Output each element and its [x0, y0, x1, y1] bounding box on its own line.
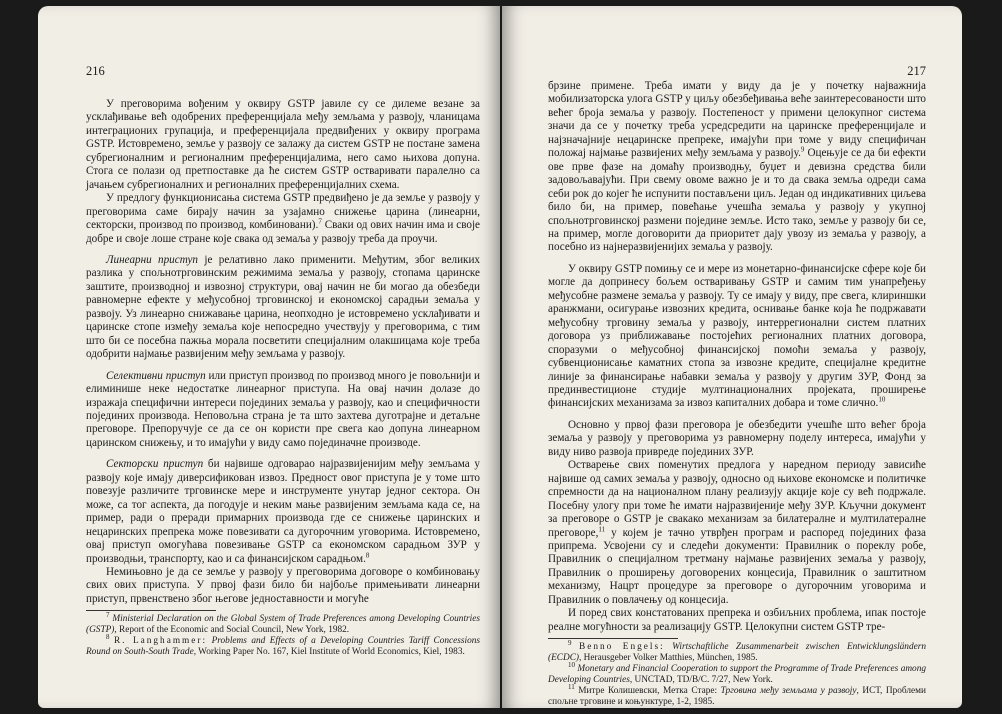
page-number: 217	[907, 64, 926, 78]
footnote-ref[interactable]: 8	[365, 550, 370, 559]
footnote-ref[interactable]: 10	[878, 395, 886, 404]
paragraph: Остварење свих поменутих предлога у наредном периоду зависиће највише од самих земаља у развоју, односно од њихове економске и политичке спремности да на националном плану реализују акције које су већ подржале. Посебну улогу при томе ће имати најразвијеније међу ЗУР. Кључни документ за преговоре о GSTP је свакако механизам за билатералне и мултилатералне преговоре,$^{11}$ у којем је тачно утврђен програм и распоред појединих фаза припрема. Усвојени су и следећи документи: Правилник о пореклу робе, Правилник о специјалном третману најмање развијених земаља у развоју, Правилник о проширењу договорених концесија, Правилник о заштитном механизму, Нацрт процедуре за преговоре о дугорочним уговорима и Правилник о повлачењу од концесија.	[548, 459, 926, 606]
paragraph: Селективни приступ или приступ производ по производ много је повољнији и елиминише неке недостатке линеарног приступа. На овај начин долазе до изражаја специфични интереси појединих земаља у развоју, као и специфичности појединих производа. Неповољна страна је та што захтева дуготрајне и детаљне преговоре. Препоручује се да се он користи пре свега као допуна линеарном царинском снижењу, и то имајући у виду само појединачне производе.	[86, 369, 480, 449]
paragraph: брзине примене. Треба имати у виду да је у почетку најважнија мобилизаторска улога GSTP у циљу обезбеђивања веће заинтересованости што већег броја земаља у развоју. Постепеност у примени целокупног система значи да се у почетку треба усредсредити на царинске преференцијале и најзначајније нецаринске препреке, имајући при томе у виду специфичан положај најмање развијених међу земљама у развоју.$^9$ Оцењује се да би ефекти ове прве фазе на домаћу производњу, буџет и девизна средства били задовољавајући. При свему овоме важно је и то да свака земља одреди сама себи рок до којег ће испунити постављени циљ. Један од индикативних циљева било би, на пример, повећање учешћа земаља у развоју у укупној спољнотрговинској размени поједине земље. Исто тако, земље у развоју би се, на пример, могле договорити да приоритет дају увозу из земаља у развоју, а посебно из најнеразвијенијих земаља у развоју.	[548, 80, 926, 254]
paragraph: У преговорима вођеним у оквиру GSTP јавиле су се дилеме везане за усклађивање већ одобрених преференцијала међу земљама у развоју, чланицама интеграционих групација, и преференцијала предвиђених у оквиру програма GSTP. Истовремено, земље у развоју се залажу да систем GSTP не постане замена субрегионалним и регионалним преференцијалима, него само њихова допуна. Стога се полази од претпоставке да ће систем GSTP остваривати паралелно са јачањем субрегионалних и регионалних преференцијалних схема.	[86, 98, 480, 191]
paragraph: У оквиру GSTP помињу се и мере из монетарно-финансијске сфере које би могле да допринесу бољем остваривању GSTP и самим тим унапређењу међусобне размене земаља у развоју. Ту се имају у виду, пре свега, клириншки аранжмани, осигурање извозних кредита, оснивање банке која ће подржавати међусобну трговину земаља у развоју, интеррегионални систем платних договора уз приближавање постојећих регионалних платних договора, споразуми о међусобној финансијској помоћи земаља у развоју, субвенционисање каматних стопа за извозне кредите, специјалне кредитне линије за финансирање набавки земаља у развоју у другим ЗУР, Фонд за прединвестиционе студије мултинационалних пројеката, проширење финансијских механизама за извоз капиталних добара и томе слично.$^{10}$	[548, 262, 926, 410]
paragraph: Линеарни приступ је релативно лако применити. Међутим, због великих разлика у спољнотрговинским режимима земаља у развоју, стопама царинске заштите, производној и извозној структури, овај начин не би могао да обезбеди равномерне ефекте у међусобној трговинској и економској сарадњи земаља у развоју. Уз линеарно снижавање царина, неопходно је истовремено усклађивати и царинске стопе између земаља које непосредно учествују у преговорима, с тим што би се посебна пажња морала посветити специјалним олакшицама које треба одобрити најмање развијеним међу земљама у развоју.	[86, 253, 480, 361]
right-page	[502, 6, 962, 708]
paragraph: Немињовно је да се земље у развоју у преговорима договоре о комбиновању свих ових приступа. У првој фази било би најбоље примењивати линеарни приступ, првенствено због његове једноставности и могуће	[86, 565, 480, 605]
paragraph: Основно у првој фази преговора је обезбедити учешће што већег броја земаља у развоју у преговорима уз равномерну поделу интереса, имајући у виду ниво развоја привреде појединих ЗУР.	[548, 418, 926, 458]
footnote-ref[interactable]: 7	[318, 217, 322, 226]
footnote-ref[interactable]: 9	[800, 145, 805, 154]
footnote: $^9$ Benno Engels: Wirtschaftliche Zusammenarbeit zwischen Entwicklungsländern (ECDC), Herausgeber Volker Matthies, München, 1985.	[548, 639, 926, 664]
page-number: 216	[86, 64, 105, 78]
left-page	[38, 6, 500, 708]
paragraph: И поред свих констатованих препрека и озбиљних проблема, ипак постоје реалне могућности за реализацију GSTP. Целокупни систем GSTP тре-	[548, 607, 926, 633]
footnote: $^{10}$ Monetary and Financial Cooperation to support the Programme of Trade Preferences among Developing Countries, UNCTAD, TD/B/C. 7/27, New York.	[548, 661, 926, 686]
footnote: $^8$ R. Langhammer: Problems and Effects of a Developing Countries Tariff Concessions Round on South-South Trade, Working Paper No. 167, Kiel Institute of World Economics, Kiel, 1983.	[86, 633, 480, 658]
footnote: $^7$ Ministerial Declaration on the Global System of Trade Preferences among Developing Countries (GSTP), Report of the Economic and Social Council, New York, 1982.	[86, 611, 480, 636]
paragraph: Секторски приступ би највише одговарао најразвијенијим међу земљама у развоју које имају диверсификован извоз. Предност овог приступа је у томе што повезује различите трговинске мере и инструменте унутар једног сектора. Он може, са тог аспекта, да погодује и неким мање развијеним земљама када се, на пример, ради о преради примарних производа где се снижење царинских и нецаринских препрека може повезивати са дугорочним уговорима. Истовремено, овај приступ омогућава повезивање GSTP са економском сарадњом ЗУР у производњи, транспорту, као и са финансијском сарадњом.$^8$	[86, 458, 480, 565]
footnote: $^{11}$ Митре Колишевски, Метка Старе: Трговина међу земљама у развоју, ИСТ, Проблеми спољне трговине и коњунктуре, 1-2, 1985.	[548, 683, 927, 708]
paragraph: У предлогу функционисања система GSTP предвиђено је да земље у развоју у преговорима саме бирају начин за узајамно снижење царина (линеарни, секторски, производ по производ, комбиновани).$^7$ Сваки од ових начин има и своје добре и своје лоше стране које свака од земаља у развоју треба да проучи.	[86, 192, 480, 245]
page-body	[548, 80, 926, 708]
footnote-ref[interactable]: 11	[598, 524, 606, 533]
page-body	[86, 98, 480, 658]
